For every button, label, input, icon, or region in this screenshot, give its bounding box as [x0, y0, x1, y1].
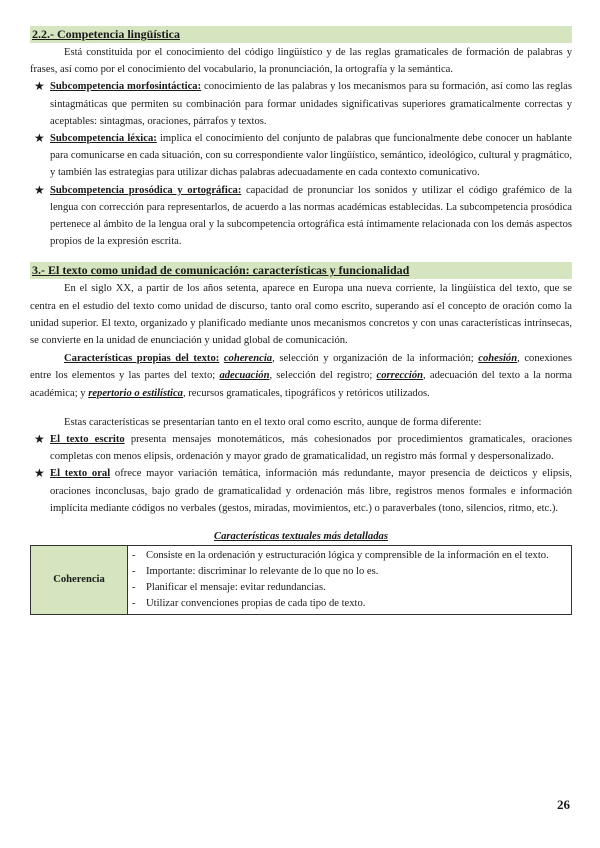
- forms-intro: Estas características se presentarían tanto en el texto oral como escrito, aunque de forma diferente:: [64, 416, 482, 428]
- characteristics-table: [30, 545, 572, 615]
- list-item-text: Utilizar convenciones propias de cada tipo de texto.: [146, 598, 366, 610]
- section-3-intro: En el siglo XX, a partir de los años setenta, aparece en Europa una nueva corriente, la lingüística del texto, que se centra en el estudio del texto como unidad de discurso, tanto oral como escrito, superando así el concepto de oración como la unidad superior. El texto, organizado y planificado mediante unos mecanismos concretos y con unas características intrínsecas, se convierte en la unidad de enunciación y unidad global de comunicación.: [30, 283, 572, 347]
- page-content: [30, 26, 572, 615]
- bullet-text: capacidad de pronunciar los sonidos y utilizar el código grafémico de la lengua con corrección para representarlos, de acuerdo a las normas académicas establecidas. La subcompetencia prosódica pertenece al ámbito de la lengua oral y la subcompetencia ortográfica está íntimamente relacionada con los demás aspectos propios de la expresión escrita.: [50, 184, 572, 248]
- bullet-term: Subcompetencia morfosintáctica:: [50, 81, 202, 93]
- list-item-text: Importante: discriminar lo relevante de lo que no lo es.: [146, 566, 379, 578]
- properties-text: , adecuación del texto a la norma académica; y: [30, 370, 572, 399]
- table-row: [31, 546, 572, 615]
- bullet-text: presenta mensajes monotemáticos, más cohesionados por procedimientos gramaticales, oraciones completas con menos elipsis, ordenación y mayor grado de gramaticalidad, un registro más formal y despersonalizado.: [50, 434, 572, 463]
- term-correccion: corrección: [376, 370, 424, 382]
- bullet-subcompetencia-lexica: [30, 130, 572, 182]
- list-item-text: Planificar el mensaje: evitar redundancias.: [146, 582, 326, 594]
- bullet-term: Subcompetencia prosódica y ortográfica:: [50, 184, 242, 196]
- section-heading-3: 3.- El texto como unidad de comunicación: características y funcionalidad: [30, 262, 572, 279]
- list-item-text: Consiste en la ordenación y estructuración lógica y comprensible de la información en el texto.: [146, 550, 549, 562]
- properties-text: , conexiones entre los elementos y las partes del texto;: [30, 353, 572, 382]
- properties-text: , selección del registro;: [269, 370, 377, 382]
- section-heading-2-2: 2.2.- Competencia lingüística: [30, 26, 572, 43]
- section-2-2-intro: Está constituida por el conocimiento del código lingüístico y de las reglas gramaticales de formación de palabras y frases, así como por el conocimiento del vocabulario, la pronunciación, la ortografía y la semántica.: [30, 47, 572, 76]
- bullet-texto-escrito: [30, 431, 572, 465]
- dash-marker: -: [132, 566, 136, 578]
- dash-marker: -: [132, 582, 136, 594]
- dash-marker: -: [132, 598, 136, 610]
- list-item: [132, 580, 565, 596]
- bullet-term: El texto oral: [50, 468, 111, 480]
- bullet-text: conocimiento de las palabras y los mecanismos para su formación, así como las reglas sintagmáticas que permiten su combinación para formar unidades significativas superiores gramaticalmente correctas y aceptables: sintagmas, oraciones, párrafos y textos.: [50, 81, 572, 127]
- term-cohesion: cohesión: [478, 353, 518, 365]
- table-row-label: Coherencia: [31, 546, 128, 615]
- properties-lead: Características propias del texto:: [64, 353, 220, 365]
- term-adecuacion: adecuación: [219, 370, 270, 382]
- star-icon: ★: [34, 466, 45, 481]
- table-caption: Características textuales más detalladas: [214, 531, 388, 543]
- star-icon: ★: [34, 79, 45, 94]
- bullet-subcompetencia-prosodica: [30, 182, 572, 251]
- star-icon: ★: [34, 182, 45, 197]
- bullet-text: ofrece mayor variación temática, información más redundante, mayor presencia de deícticos y elipsis, oraciones inconclusas, bajo grado de gramaticalidad y ordenación más libre, registros menos formales e información implícita mediante códigos no verbales (gestos, miradas, movimientos, etc.) o paraverbales (tono, silencios, ritmo, etc.).: [50, 468, 572, 514]
- bullet-term: Subcompetencia léxica:: [50, 133, 157, 145]
- bullet-term: El texto escrito: [50, 434, 125, 446]
- properties-text: , recursos gramaticales, tipográficos y retóricos utilizados.: [182, 387, 430, 399]
- star-icon: ★: [34, 131, 45, 146]
- bullet-texto-oral: [30, 465, 572, 517]
- bullet-text: implica el conocimiento del conjunto de palabras que funcionalmente debe conocer un hablante para comunicarse en cada situación, con su correspondiente valor lingüístico, semántico, ideológico, cultural y pragmático, y también las estrategias para utilizar dichas palabras adecuadamente en cada contexto comunicativo.: [50, 133, 573, 179]
- page-number: 26: [557, 797, 570, 812]
- dash-marker: -: [132, 550, 136, 562]
- term-coherencia: coherencia: [223, 353, 273, 365]
- list-item: [132, 548, 565, 564]
- list-item: [132, 564, 565, 580]
- properties-text: , selección y organización de la información;: [272, 353, 479, 365]
- star-icon: ★: [34, 432, 45, 447]
- bullet-subcompetencia-morfosintactica: [30, 78, 572, 130]
- text-properties-paragraph: [30, 350, 572, 402]
- term-repertorio: repertorio o estilística: [88, 387, 183, 399]
- table-row-items: [128, 546, 572, 615]
- list-item: [132, 596, 565, 612]
